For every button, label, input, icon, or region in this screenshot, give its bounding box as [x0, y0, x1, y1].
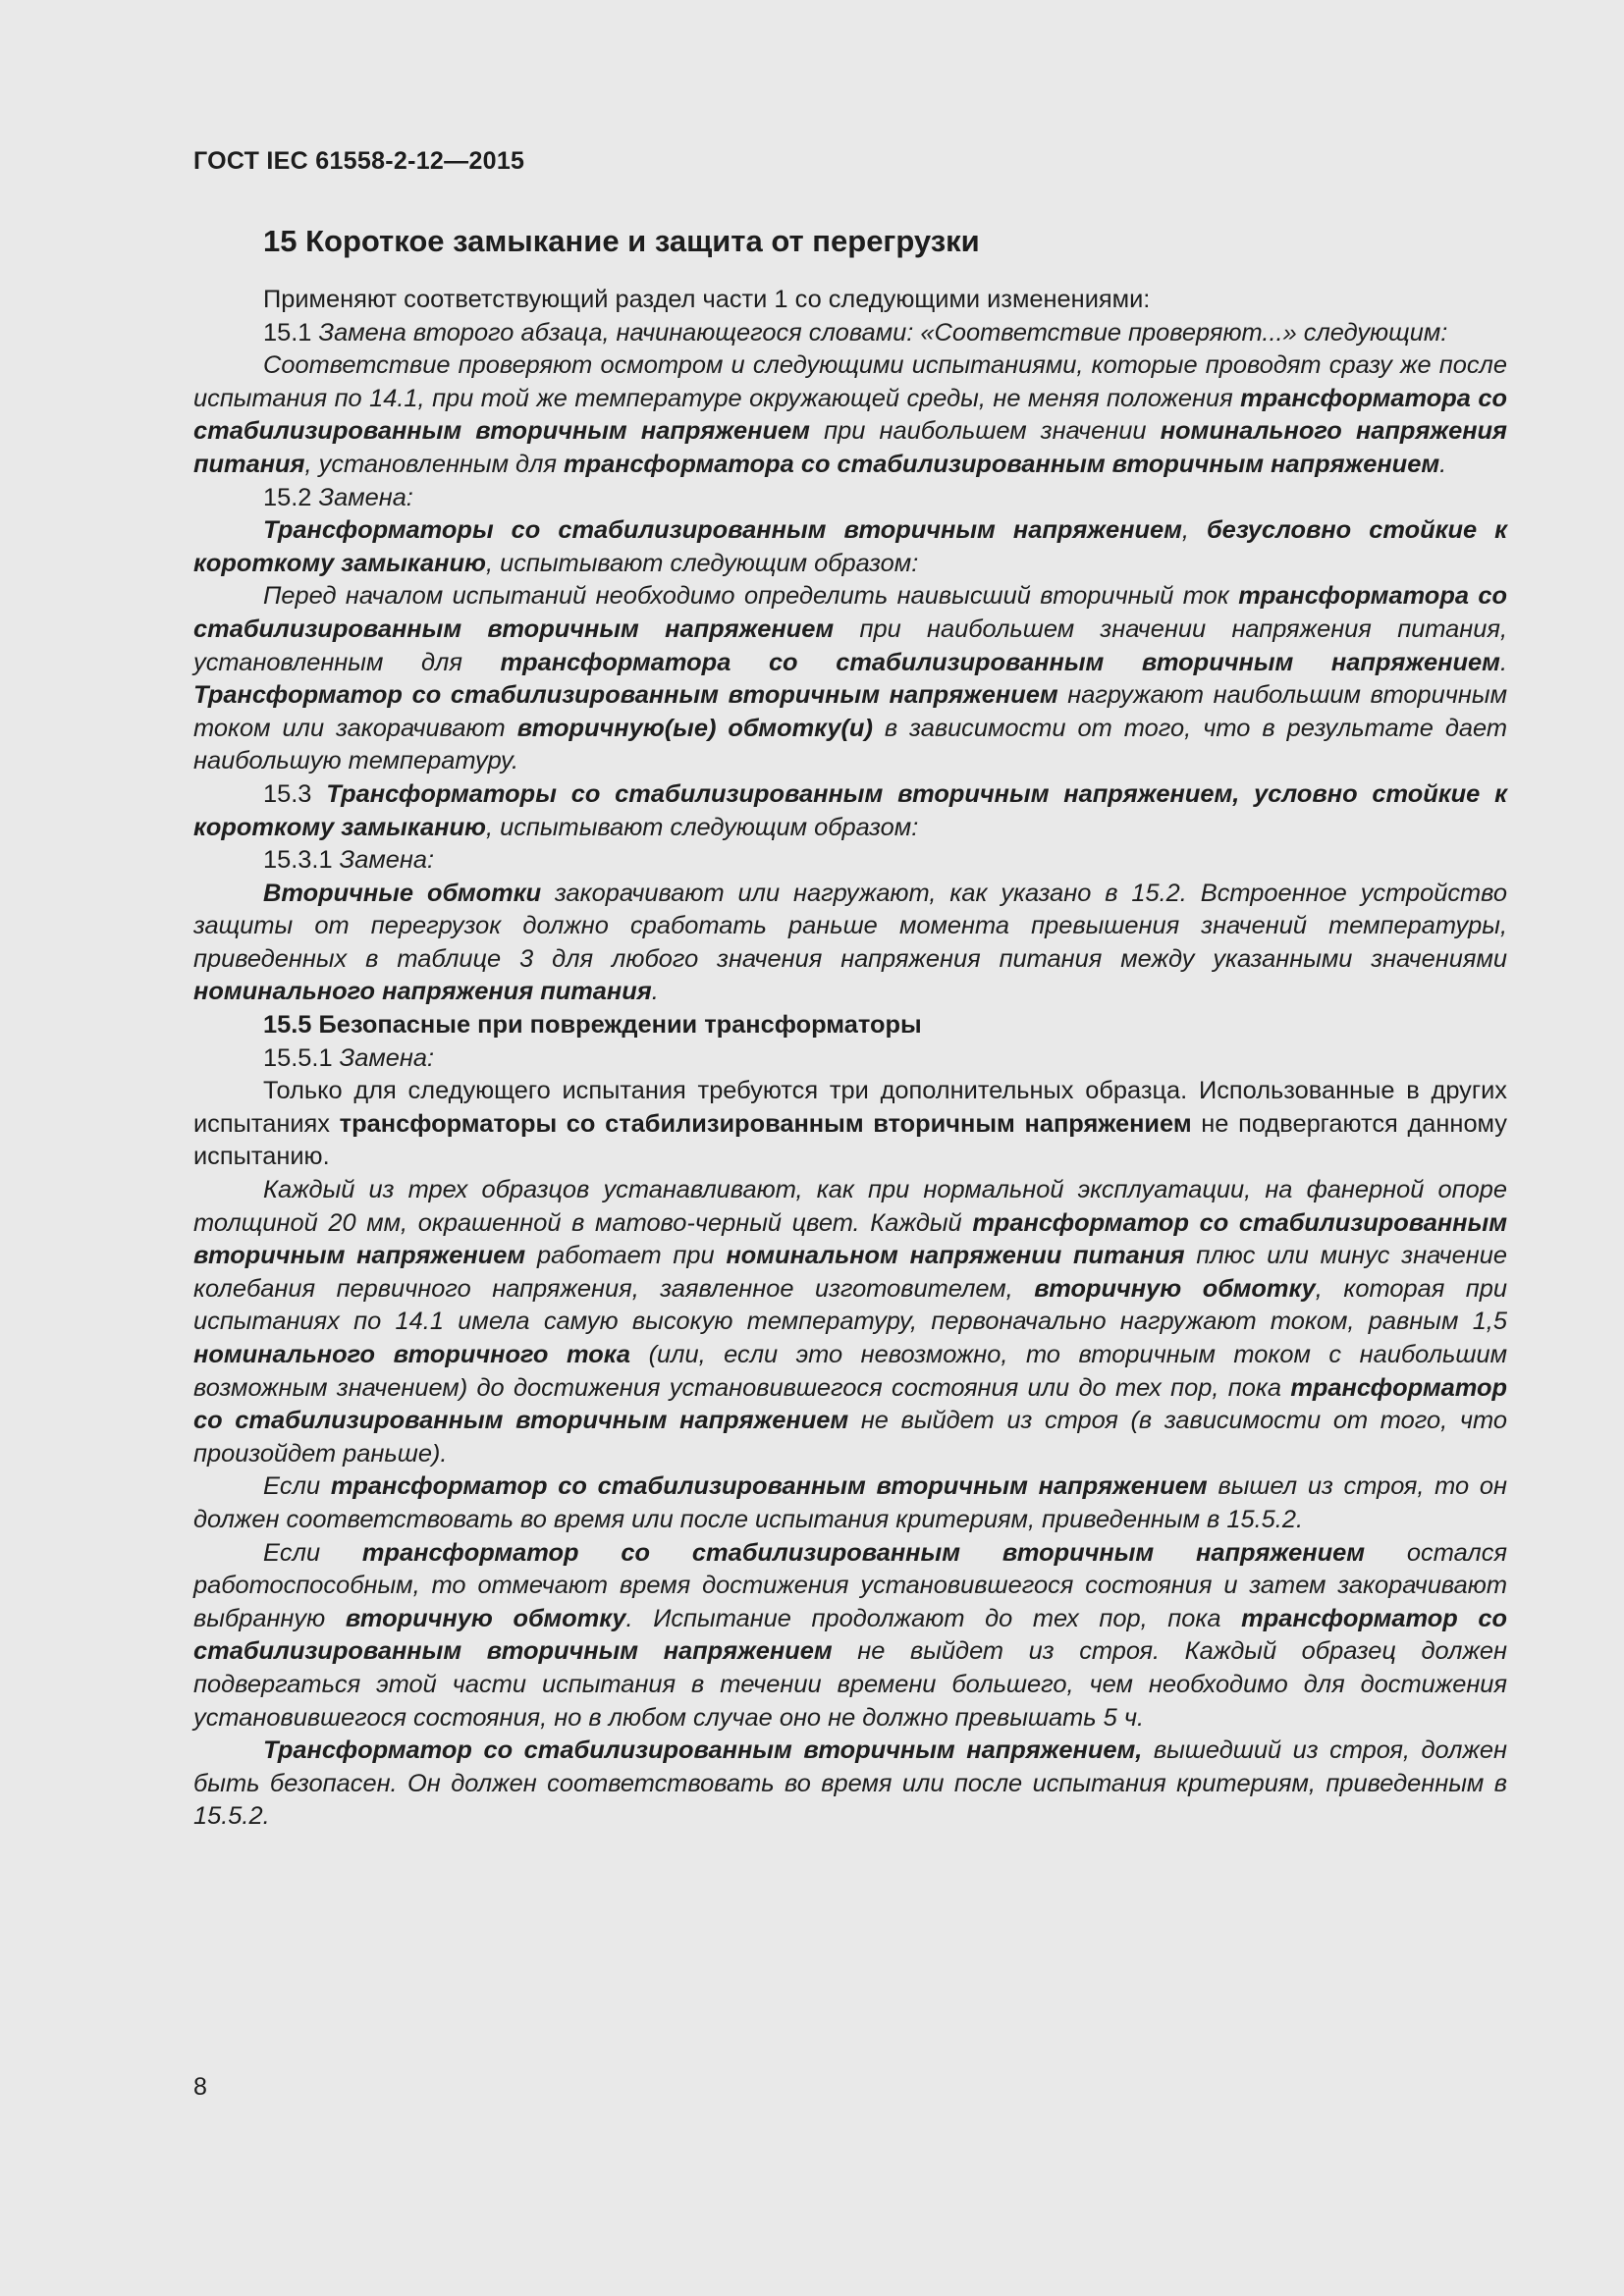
- text-run: Замена:: [318, 483, 413, 511]
- text-run: Соответствие проверяют осмотром и следующими испытаниями, которые проводят сразу же после испытания по 14.1, при той же температуре окружающей среды, не меняя положения: [193, 351, 1507, 412]
- paragraph: [193, 284, 1507, 317]
- text-run: Трансформаторы со стабилизированным вторичным напряжением, условно стойкие к короткому замыканию: [193, 779, 1507, 841]
- text-run: Перед началом испытаний необходимо определить наивысший вторичный ток: [263, 582, 1239, 611]
- text-run: .: [1439, 450, 1447, 478]
- text-run: Замена:: [339, 1043, 435, 1072]
- text-run: Трансформатор со стабилизированным вторичным напряжением: [193, 681, 1058, 710]
- text-run: безусловно стойкие к короткому замыканию: [193, 516, 1507, 577]
- text-run: 15.2: [263, 483, 319, 511]
- text-run: трансформатор со стабилизированным вторичным напряжением: [193, 1208, 1507, 1270]
- text-run: Трансформатор со стабилизированным вторичным напряжением,: [263, 1736, 1143, 1765]
- page-number: 8: [193, 2073, 207, 2101]
- text-run: вторичную обмотку: [345, 1604, 626, 1632]
- text-run: трансформатора со стабилизированным вторичным напряжением: [500, 648, 1500, 676]
- text-run: работает при: [525, 1242, 727, 1270]
- text-run: . Испытание продолжают до тех пор, пока: [625, 1604, 1242, 1632]
- text-run: закорачивают или нагружают, как указано в 15.2. Встроенное устройство защиты от перегрузок должно сработать раньше момента превышения значений температуры, приведенных в таблице 3 для любого значения напряжения питания между указанными значениями: [193, 879, 1507, 973]
- text-run: трансформатора со стабилизированным вторичным напряжением: [193, 582, 1508, 643]
- text-run: номинального вторичного тока: [193, 1341, 631, 1368]
- text-run: вышел из строя, то он должен соответствовать во время или после испытания критериям, приведенным в 15.5.2.: [193, 1472, 1507, 1533]
- text-run: трансформатор со стабилизированным вторичным напряжением: [330, 1472, 1208, 1501]
- text-run: 15.5 Безопасные при повреждении трансформаторы: [263, 1011, 922, 1040]
- paragraph: [193, 349, 1507, 481]
- text-run: вышедший из строя, должен быть безопасен. Он должен соответствовать во время или после испытания критериям, приведенным в 15.5.2.: [193, 1736, 1507, 1831]
- text-run: остался работоспособным, то отмечают время достижения установившегося состояния и затем закорачивают выбранную: [193, 1538, 1507, 1632]
- paragraph: [193, 1042, 1507, 1076]
- text-run: Каждый из трех образцов устанавливают, как при нормальной эксплуатации, на фанерной опоре толщиной 20 мм, окрашенной в матово-черный цвет. Каждый: [193, 1176, 1507, 1237]
- paragraph: [193, 844, 1507, 878]
- paragraph: [193, 482, 1507, 515]
- text-run: , которая при испытаниях по 14.1 имела самую высокую температуру, первоначально нагружают током, равным 1,5: [193, 1274, 1507, 1336]
- text-run: , испытывают следующим образом:: [485, 549, 919, 577]
- text-run: трансформатор со стабилизированным вторичным напряжением: [193, 1604, 1508, 1666]
- paragraph: [193, 1537, 1507, 1735]
- paragraph: [193, 514, 1507, 580]
- text-run: (или, если это невозможно, то вторичным током с наибольшим возможным значением) до достижения установившегося состояния или до тех пор, пока: [193, 1341, 1508, 1402]
- text-run: при наибольшем значении: [809, 417, 1161, 446]
- paragraph: [193, 1470, 1507, 1536]
- paragraph: [193, 580, 1507, 778]
- text-run: не выйдет из строя. Каждый образец должен подвергаться этой части испытания в течении времени большего, чем необходимо для достижения установившегося состояния, но в любом случае оно не должно превышать 5 ч.: [193, 1637, 1508, 1732]
- section-title: 15 Короткое замыкание и защита от перегрузки: [263, 224, 980, 258]
- text-run: 15.1: [263, 318, 319, 347]
- text-run: Если: [263, 1538, 362, 1567]
- text-run: Трансформаторы со стабилизированным вторичным напряжением: [263, 516, 1182, 545]
- text-run: трансформатора со стабилизированным вторичным напряжением: [193, 384, 1507, 446]
- document-body: [193, 284, 1507, 1834]
- text-run: вторичную обмотку: [1034, 1274, 1316, 1303]
- paragraph: [193, 878, 1507, 1009]
- text-run: номинального напряжения питания: [193, 978, 652, 1006]
- text-run: Только для следующего испытания требуются три дополнительных образца. Использованные в других испытаниях: [193, 1077, 1507, 1138]
- text-run: Вторичные обмотки: [263, 879, 542, 907]
- text-run: при наибольшем значении напряжения питания, установленным для: [193, 614, 1507, 676]
- text-run: не подвергаются данному испытанию.: [193, 1109, 1507, 1171]
- text-run: ,: [1181, 516, 1207, 545]
- text-run: номинального напряжения питания: [193, 417, 1508, 478]
- paragraph: [193, 317, 1507, 350]
- text-run: в зависимости от того, что в результате дает наибольшую температуру.: [193, 714, 1507, 775]
- text-run: трансформатора со стабилизированным вторичным напряжением: [564, 450, 1440, 478]
- text-run: трансформатор со стабилизированным вторичным напряжением: [361, 1538, 1366, 1567]
- text-run: , испытывают следующим образом:: [485, 813, 919, 841]
- text-run: Замена:: [339, 846, 435, 875]
- text-run: не выйдет из строя (в зависимости от того, что произойдет раньше).: [193, 1407, 1507, 1468]
- text-run: .: [1499, 648, 1507, 676]
- text-run: плюс или минус значение колебания первичного напряжения, заявленное изготовителем,: [193, 1242, 1507, 1303]
- document-header: ГОСТ IEC 61558-2-12—2015: [193, 147, 525, 175]
- subsection-heading: [193, 1009, 1507, 1042]
- text-run: 15.3: [263, 779, 327, 808]
- text-run: вторичную(ые) обмотку(и): [516, 714, 873, 742]
- text-run: .: [651, 978, 659, 1006]
- text-run: трансформаторы со стабилизированным вторичным напряжением: [339, 1109, 1192, 1138]
- text-run: номинальном напряжении питания: [726, 1242, 1185, 1270]
- paragraph: [193, 1735, 1507, 1834]
- text-run: 15.3.1: [263, 846, 340, 875]
- text-run: 15.5.1: [263, 1043, 340, 1072]
- paragraph: [193, 778, 1507, 844]
- paragraph: [193, 1174, 1507, 1470]
- text-run: нагружают наибольшим вторичным током или закорачивают: [193, 681, 1507, 742]
- text-run: трансформатор со стабилизированным вторичным напряжением: [193, 1373, 1507, 1435]
- paragraph: [193, 1075, 1507, 1174]
- text-run: Применяют соответствующий раздел части 1 со следующими изменениями:: [263, 286, 1151, 313]
- text-run: Замена второго абзаца, начинающегося словами: «Соответствие проверяют...» следующим:: [318, 318, 1448, 347]
- text-run: Если: [263, 1472, 331, 1501]
- text-run: , установленным для: [304, 450, 565, 478]
